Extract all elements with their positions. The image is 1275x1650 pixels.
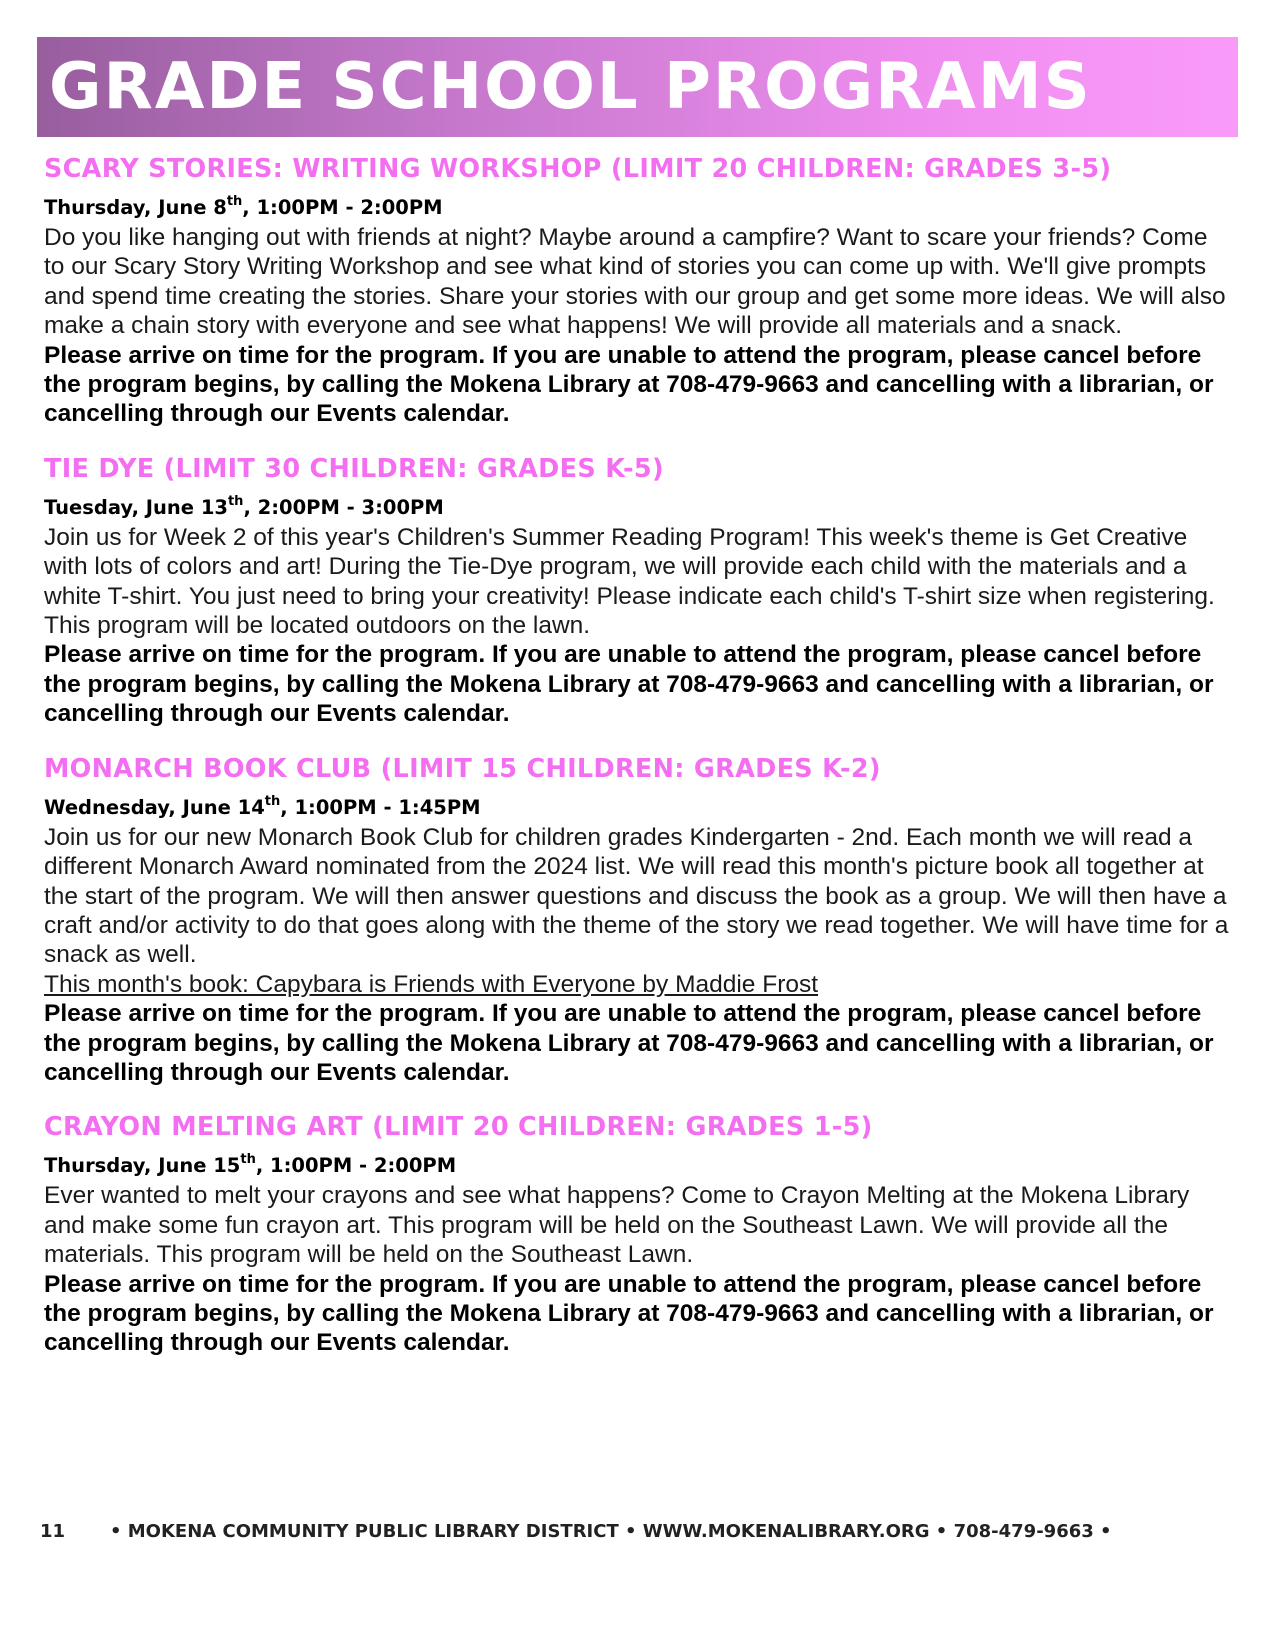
program-notice: Please arrive on time for the program. If you are unable to attend the program, please cancel before the program begins, by calling the Mokena Library at 708-479-9663 and cancelling with a librarian, or cancelling through our Events calendar. (44, 641, 1214, 728)
program-date (44, 493, 1234, 523)
program-scary-stories (44, 151, 1234, 429)
program-title: MONARCH BOOK CLUB (LIMIT 15 CHILDREN: GRADES K-2) (44, 753, 881, 784)
footer-contact-line: • MOKENA COMMUNITY PUBLIC LIBRARY DISTRICT • WWW.MOKENALIBRARY.ORG • 708-479-9663 • (110, 1521, 1112, 1542)
program-crayon-melting (44, 1109, 1234, 1357)
program-description: Ever wanted to melt your crayons and see what happens? Come to Crayon Melting at the Mokena Library and make some fun crayon art. This program will be held on the Southeast Lawn. We will provide all the materials. This program will be held on the Southeast Lawn. (44, 1182, 1190, 1269)
header-banner (37, 37, 1238, 137)
program-date-suffix: th (226, 194, 243, 209)
program-notice: Please arrive on time for the program. If you are unable to attend the program, please cancel before the program begins, by calling the Mokena Library at 708-479-9663 and cancelling with a librarian, or cancelling through our Events calendar. (44, 341, 1214, 428)
book-of-the-month: This month's book: Capybara is Friends with Everyone by Maddie Frost (44, 970, 819, 998)
page-footer (40, 1517, 1230, 1547)
program-date-suffix: th (227, 493, 244, 509)
program-date-day: Tuesday, June 13 (44, 495, 228, 519)
page-number: 11 (40, 1521, 66, 1542)
program-date-day: Thursday, June 15 (44, 1154, 241, 1178)
program-description: Join us for our new Monarch Book Club for children grades Kindergarten - 2nd. Each month we will read a different Monarch Award nominated from the 2024 list. We will read this month's picture book all together at the start of the program. We will then answer questions and discuss the book as a group. We will then have a craft and/or activity to do that goes along with the theme of the story we read together. We will have time for a snack as well. (44, 823, 1229, 969)
program-list (44, 151, 1234, 1380)
program-date-suffix: th (264, 793, 281, 809)
program-date-suffix: th (240, 1152, 256, 1168)
program-monarch-book-club (44, 751, 1234, 1088)
program-date-time: , 1:00PM - 2:00PM (242, 196, 443, 219)
program-title: TIE DYE (LIMIT 30 CHILDREN: GRADES K-5) (44, 453, 664, 484)
program-tie-dye (44, 451, 1234, 729)
program-date-time: , 1:00PM - 2:00PM (255, 1154, 457, 1178)
program-title: SCARY STORIES: WRITING WORKSHOP (LIMIT 20 CHILDREN: GRADES 3-5) (44, 154, 1112, 184)
program-title: CRAYON MELTING ART (LIMIT 20 CHILDREN: GRADES 1-5) (44, 1112, 873, 1143)
program-date-time: , 2:00PM - 3:00PM (243, 495, 444, 519)
page-title: GRADE SCHOOL PROGRAMS (49, 50, 1092, 124)
program-date (44, 193, 1234, 223)
program-date-day: Wednesday, June 14 (44, 795, 265, 819)
program-date (44, 793, 1234, 823)
program-description: Do you like hanging out with friends at night? Maybe around a campfire? Want to scare your friends? Come to our Scary Story Writing Workshop and see what kind of stories you can come up with. We'll give prompts and spend time creating the stories. Share your stories with our group and get some more ideas. We will also make a chain story with everyone and see what happens! We will provide all materials and a snack. (44, 224, 1226, 340)
program-notice: Please arrive on time for the program. If you are unable to attend the program, please cancel before the program begins, by calling the Mokena Library at 708-479-9663 and cancelling with a librarian, or cancelling through our Events calendar. (44, 1270, 1214, 1357)
program-description: Join us for Week 2 of this year's Children's Summer Reading Program! This week's theme is Get Creative with lots of colors and art! During the Tie-Dye program, we will provide each child with the materials and a white T-shirt. You just need to bring your creativity! Please indicate each child's T-shirt size when registering. This program will be located outdoors on the lawn. (44, 523, 1215, 640)
program-notice: Please arrive on time for the program. If you are unable to attend the program, please cancel before the program begins, by calling the Mokena Library at 708-479-9663 and cancelling with a librarian, or cancelling through our Events calendar. (44, 1000, 1214, 1086)
program-date-day: Thursday, June 8 (44, 196, 227, 219)
program-date (44, 1151, 1234, 1181)
program-date-time: , 1:00PM - 1:45PM (280, 795, 481, 819)
